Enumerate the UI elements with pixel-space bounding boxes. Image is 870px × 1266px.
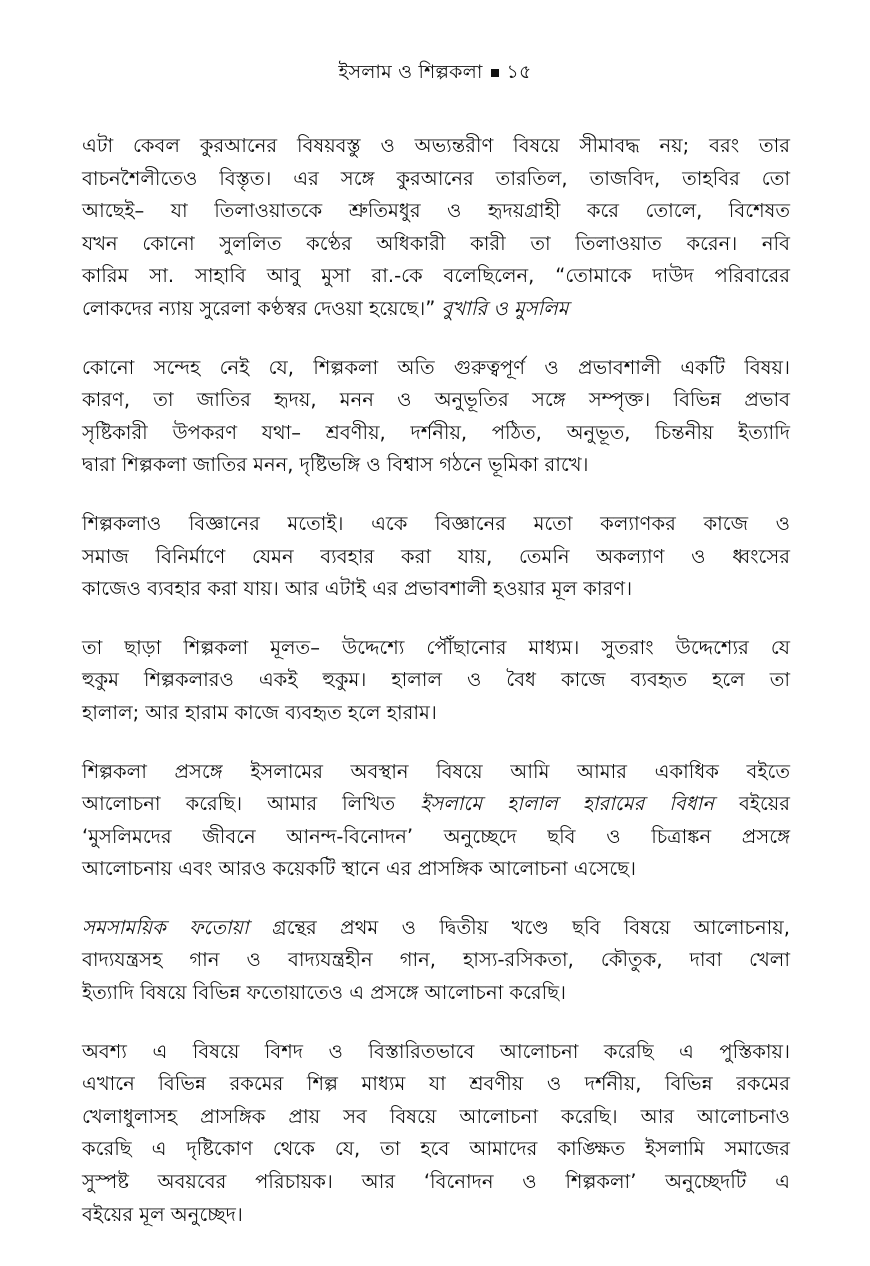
text-line: কারিম সা. সাহাবি আবু মুসা রা.-কে বলেছিলেন, “তোমাকে দাউদ পরিবারের (82, 264, 790, 288)
body-text (82, 130, 790, 1257)
paragraph-3 (82, 508, 790, 606)
page-number: ১৫ (506, 61, 532, 83)
text-segment: লোকদের ন্যায় সুরেলা কণ্ঠস্বর দেওয়া হয়েছে।” (82, 296, 442, 320)
text-line: কোনো সন্দেহ নেই যে, শিল্পকলা অতি গুরুত্বপূর্ণ ও প্রভাবশালী একটি বিষয়। (82, 355, 790, 379)
text-line: যখন কোনো সুললিত কণ্ঠের অধিকারী কারী তা তিলাওয়াত করেন। নবি (82, 231, 790, 255)
text-line: এটা কেবল কুরআনের বিষয়বস্তু ও অভ্যন্তরীণ বিষয়ে সীমাবদ্ধ নয়; বরং তার (82, 134, 790, 157)
text-line: এখানে বিভিন্ন রকমের শিল্প মাধ্যম যা শ্রবণীয় ও দর্শনীয়, বিভিন্ন রকমের (82, 1072, 790, 1096)
text-segment: বইয়ের (713, 792, 790, 816)
text-line: খেলাধুলাসহ প্রাসঙ্গিক প্রায় সব বিষয়ে আলোচনা করেছি। আর আলোচনাও (82, 1104, 790, 1128)
text-segment: আলোচনা করেছি। আমার লিখিত (82, 792, 421, 816)
paragraph-4 (82, 632, 790, 730)
paragraph-7 (82, 1036, 790, 1232)
paragraph-2 (82, 352, 790, 482)
text-line (82, 293, 790, 326)
text-line: কারণ, তা জাতির হৃদয়, মনন ও অনুভূতির সঙ্গে সম্পৃক্ত। বিভিন্ন প্রভাব (82, 388, 790, 412)
text-line: হুকুম শিল্পকলারও একই হুকুম। হালাল ও বৈধ কাজে ব্যবহৃত হলে তা (82, 668, 790, 692)
text-line: ‘মুসলিমদের জীবনে আনন্দ-বিনোদন’ অনুচ্ছেদে ছবি ও চিত্রাঙ্কন প্রসঙ্গে (82, 824, 790, 848)
text-line: করেছি এ দৃষ্টিকোণ থেকে যে, তা হবে আমাদের কাঙ্ক্ষিত ইসলামি সমাজের (82, 1137, 790, 1161)
text-segment: গ্রন্থের প্রথম ও দ্বিতীয় খণ্ডে ছবি বিষয়ে আলোচনায়, (248, 915, 790, 939)
paragraph-5 (82, 756, 790, 886)
text-line (82, 788, 790, 821)
running-head-separator (491, 69, 499, 77)
text-line: বাদ্যযন্ত্রসহ গান ও বাদ্যযন্ত্রহীন গান, হাস্য-রসিকতা, কৌতুক, দাবা খেলা (82, 948, 790, 972)
text-line: ইত্যাদি বিষয়ে বিভিন্ন ফতোয়াতেও এ প্রসঙ্গে আলোচনা করেছি। (82, 981, 567, 1005)
paragraph-6 (82, 912, 790, 1010)
running-head (0, 58, 870, 90)
book-title-italic: ইসলামে হালাল হারামের বিধান (420, 792, 714, 816)
paragraph-1 (82, 130, 790, 326)
hadith-citation: বুখারি ও মুসলিম (441, 296, 569, 320)
text-line: সমাজ বিনির্মাণে যেমন ব্যবহার করা যায়, তেমনি অকল্যাণ ও ধ্বংসের (82, 544, 790, 568)
running-head-title: ইসলাম ও শিল্পকলা (338, 61, 483, 83)
text-line (82, 912, 790, 945)
text-line: সৃষ্টিকারী উপকরণ যথা– শ্রবণীয়, দর্শনীয়, পঠিত, অনুভূত, চিন্তনীয় ইত্যাদি (82, 420, 790, 444)
text-line: বাচনশৈলীতেও বিস্তৃত। এর সঙ্গে কুরআনের তারতিল, তাজবিদ, তাহবির তো (82, 166, 790, 190)
book-title-italic: সমসাময়িক ফতোয়া (82, 915, 249, 939)
text-line: আলোচনায় এবং আরও কয়েকটি স্থানে এর প্রাসঙ্গিক আলোচনা এসেছে। (82, 857, 636, 881)
text-line: তা ছাড়া শিল্পকলা মূলত– উদ্দেশ্যে পৌঁছানোর মাধ্যম। সুতরাং উদ্দেশ্যের যে (82, 635, 790, 659)
text-line: দ্বারা শিল্পকলা জাতির মনন, দৃষ্টিভঙ্গি ও বিশ্বাস গঠনে ভূমিকা রাখে। (82, 453, 589, 477)
text-line: শিল্পকলাও বিজ্ঞানের মতোই। একে বিজ্ঞানের মতো কল্যাণকর কাজে ও (82, 511, 790, 535)
text-line: আছেই– যা তিলাওয়াতকে শ্রুতিমধুর ও হৃদয়গ্রাহী করে তোলে, বিশেষত (82, 199, 790, 223)
text-line: অবশ্য এ বিষয়ে বিশদ ও বিস্তারিতভাবে আলোচনা করেছি এ পুস্তিকায়। (82, 1039, 790, 1063)
text-line: বইয়ের মূল অনুচ্ছেদ। (82, 1202, 243, 1226)
text-line: শিল্পকলা প্রসঙ্গে ইসলামের অবস্থান বিষয়ে আমি আমার একাধিক বইতে (82, 759, 790, 783)
text-line: সুস্পষ্ট অবয়বের পরিচায়ক। আর ‘বিনোদন ও শিল্পকলা’ অনুচ্ছেদটি এ (82, 1170, 790, 1194)
text-line: হালাল; আর হারাম কাজে ব্যবহৃত হলে হারাম। (82, 700, 437, 724)
text-line: কাজেও ব্যবহার করা যায়। আর এটাই এর প্রভাবশালী হওয়ার মূল কারণ। (82, 577, 633, 601)
